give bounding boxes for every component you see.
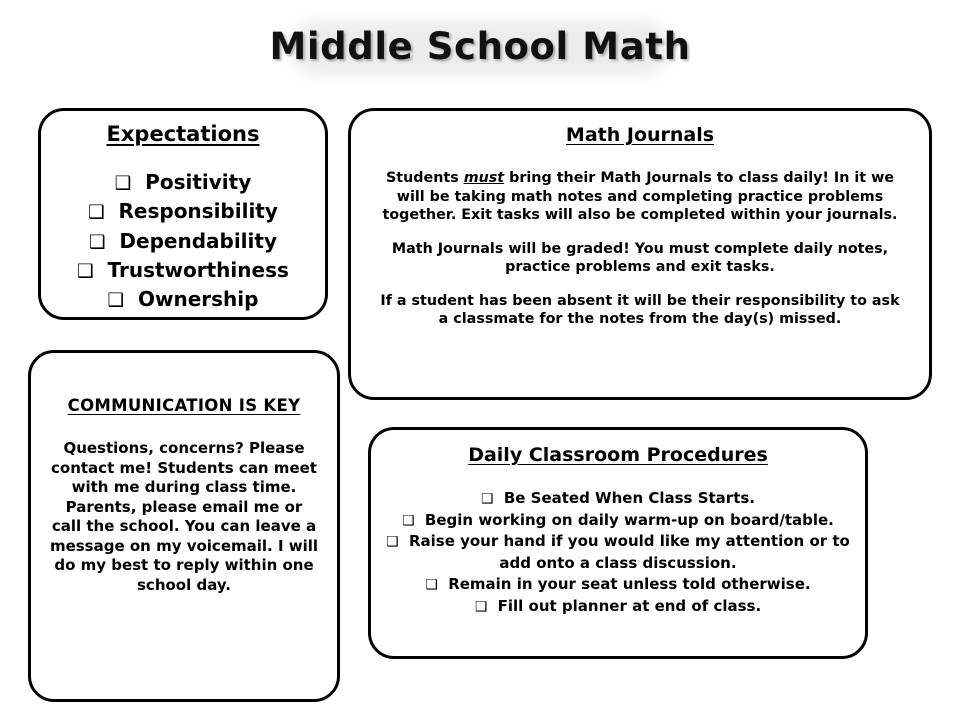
- checkbox-icon: ❑: [402, 512, 415, 529]
- checkbox-icon: ❑: [107, 290, 125, 312]
- math-journals-body: [375, 169, 905, 329]
- daily-procedures-list: [381, 488, 855, 617]
- daily-procedures-card: [368, 427, 868, 659]
- checkbox-icon: ❑: [474, 598, 488, 615]
- communication-card: [28, 350, 340, 702]
- journals-p1-emphasis: must: [463, 170, 505, 186]
- expectation-item: [49, 168, 317, 197]
- expectation-item: [49, 256, 317, 285]
- checkbox-icon: ❑: [425, 577, 438, 594]
- checkbox-icon: ❑: [88, 202, 105, 224]
- procedure-item: [381, 574, 855, 596]
- expectation-item-label: Positivity: [131, 170, 252, 194]
- procedure-item: [381, 531, 855, 574]
- procedure-item-label: Remain in your seat unless told otherwise.: [437, 575, 811, 594]
- procedure-item-label: Fill out planner at end of class.: [487, 596, 762, 615]
- checkbox-icon: ❑: [481, 491, 494, 507]
- procedure-item-label: Raise your hand if you would like my attention or to add onto a class discussion.: [398, 532, 850, 572]
- math-journals-paragraph-1: [375, 169, 905, 225]
- expectation-item-label: Trustworthiness: [93, 257, 289, 282]
- procedure-item: [381, 488, 855, 510]
- expectation-item-label: Dependability: [105, 228, 277, 253]
- procedure-item: [381, 596, 855, 618]
- expectation-item: [49, 285, 317, 314]
- math-journals-card: [348, 108, 932, 400]
- checkbox-icon: ❑: [77, 260, 94, 282]
- expectation-item-label: Ownership: [124, 287, 259, 312]
- expectations-card: [38, 108, 328, 320]
- procedure-item-label: Begin working on daily warm-up on board/table.: [414, 510, 834, 529]
- communication-body: [49, 439, 319, 595]
- checkbox-icon: ❑: [88, 231, 106, 253]
- journals-p1-after: bring their Math Journals to class daily! In it we will be taking math notes and completing practice problems together. Exit tasks will also be completed within your journals.: [382, 170, 898, 224]
- procedure-item-label: Be Seated When Class Starts.: [493, 489, 755, 507]
- checkbox-icon: ❑: [114, 173, 132, 194]
- expectations-list: [49, 168, 317, 315]
- expectation-item-label: Responsibility: [104, 199, 278, 224]
- math-journals-paragraph-2: Math Journals will be graded! You must complete daily notes, practice problems and exit tasks.: [391, 240, 889, 276]
- communication-heading: COMMUNICATION IS KEY: [67, 396, 301, 415]
- math-journals-heading: Math Journals: [565, 124, 715, 146]
- expectations-heading: Expectations: [106, 122, 260, 146]
- procedure-item: [381, 510, 855, 532]
- daily-procedures-heading: Daily Classroom Procedures: [468, 444, 768, 466]
- expectation-item: [49, 227, 317, 256]
- journals-p1-before: Students: [385, 170, 464, 186]
- math-journals-paragraph-3: If a student has been absent it will be their responsibility to ask a classmate for the notes from the day(s) missed.: [380, 292, 900, 328]
- expectation-item: [49, 197, 317, 226]
- title-banner: [0, 18, 960, 80]
- checkbox-icon: ❑: [386, 534, 399, 551]
- page-title: Middle School Math: [269, 25, 691, 68]
- communication-paragraph: Questions, concerns? Please contact me! Students can meet with me during class time. Parents, please email me or call the school. You can leave a message on my voicemail. I will do my best to reply within one school day.: [49, 439, 319, 594]
